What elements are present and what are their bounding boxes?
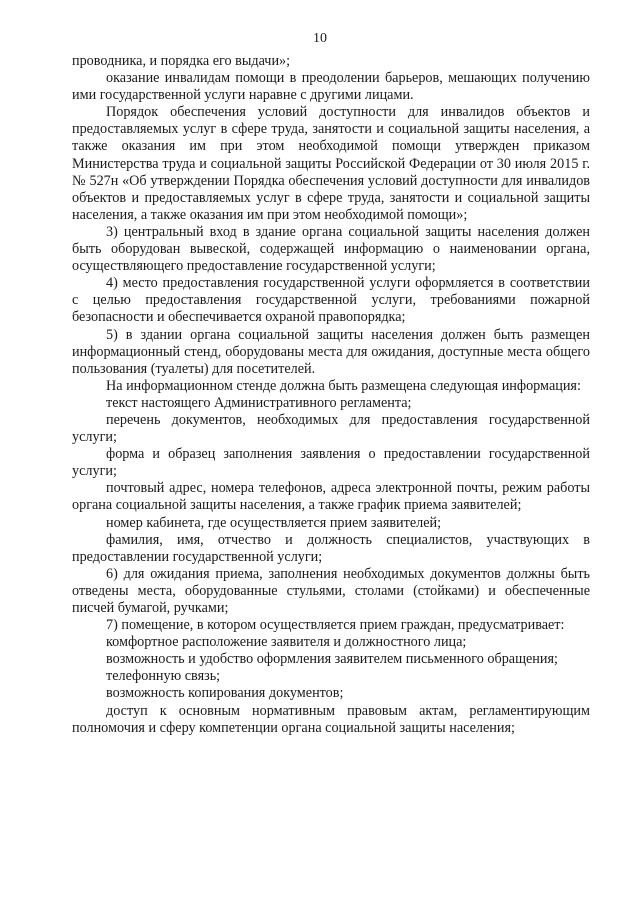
paragraph: телефонную связь; <box>106 668 221 685</box>
paragraph: почтовый адрес, номера телефонов, адреса электронной почты, режим работы органа социальной защиты населения, а также график приема заявителей; <box>72 480 590 514</box>
paragraph: комфортное расположение заявителя и должностного лица; <box>106 634 467 651</box>
paragraph: текст настоящего Административного регламента; <box>106 394 412 411</box>
document-body <box>72 53 590 737</box>
paragraph: возможность копирования документов; <box>106 685 344 702</box>
paragraph: 3) центральный вход в здание органа социальной защиты населения должен быть оборудован вывеской, содержащей информацию о наименовании органа, осуществляющего предоставление государственной услуги; <box>72 223 590 275</box>
paragraph: доступ к основным нормативным правовым актам, регламентирующим полномочия и сферу компетенции органа социальной защиты населения; <box>72 702 590 736</box>
paragraph: фамилия, имя, отчество и должность специалистов, участвующих в предоставлении государственной услуги; <box>72 531 590 565</box>
paragraph: 7) помещение, в котором осуществляется прием граждан, предусматривает: <box>106 617 565 634</box>
paragraph: Порядок обеспечения условий доступности для инвалидов объектов и предоставляемых услуг в сфере труда, занятости и социальной защиты населения, а также оказания им при этом необходимой помощи утвержден приказом Министерства труда и социальной защиты Российской Федерации от 30 июля 2015 г. № 527н «Об утверждении Порядка обеспечения условий доступности для инвалидов объектов и предоставляемых услуг в сфере труда, занятости и социальной защиты населения, а также оказания им при этом необходимой помощи»; <box>72 104 590 223</box>
paragraph: форма и образец заполнения заявления о предоставлении государственной услуги; <box>72 446 590 480</box>
paragraph: перечень документов, необходимых для предоставления государственной услуги; <box>72 411 590 446</box>
paragraph: 6) для ожидания приема, заполнения необходимых документов должны быть отведены места, оборудованные стульями, столами (стойками) и обеспеченные писчей бумагой, ручками; <box>72 565 590 616</box>
paragraph: оказание инвалидам помощи в преодолении барьеров, мешающих получению ими государственной услуги наравне с другими лицами. <box>72 70 590 104</box>
paragraph: На информационном стенде должна быть размещена следующая информация: <box>106 377 581 394</box>
page-number: 10 <box>313 31 327 46</box>
paragraph: номер кабинета, где осуществляется прием заявителей; <box>106 514 442 531</box>
paragraph: возможность и удобство оформления заявителем письменного обращения; <box>106 651 558 668</box>
paragraph: 4) место предоставления государственной услуги оформляется в соответствии с целью предоставления государственной услуги, требованиями пожарной безопасности и обеспечивается охраной правопорядка; <box>72 275 590 326</box>
paragraph: проводника, и порядка его выдачи»; <box>72 53 291 69</box>
paragraph: 5) в здании органа социальной защиты населения должен быть размещен информационный стенд, оборудованы места для ожидания, доступные места общего пользования (туалеты) для посетителей. <box>72 326 590 377</box>
